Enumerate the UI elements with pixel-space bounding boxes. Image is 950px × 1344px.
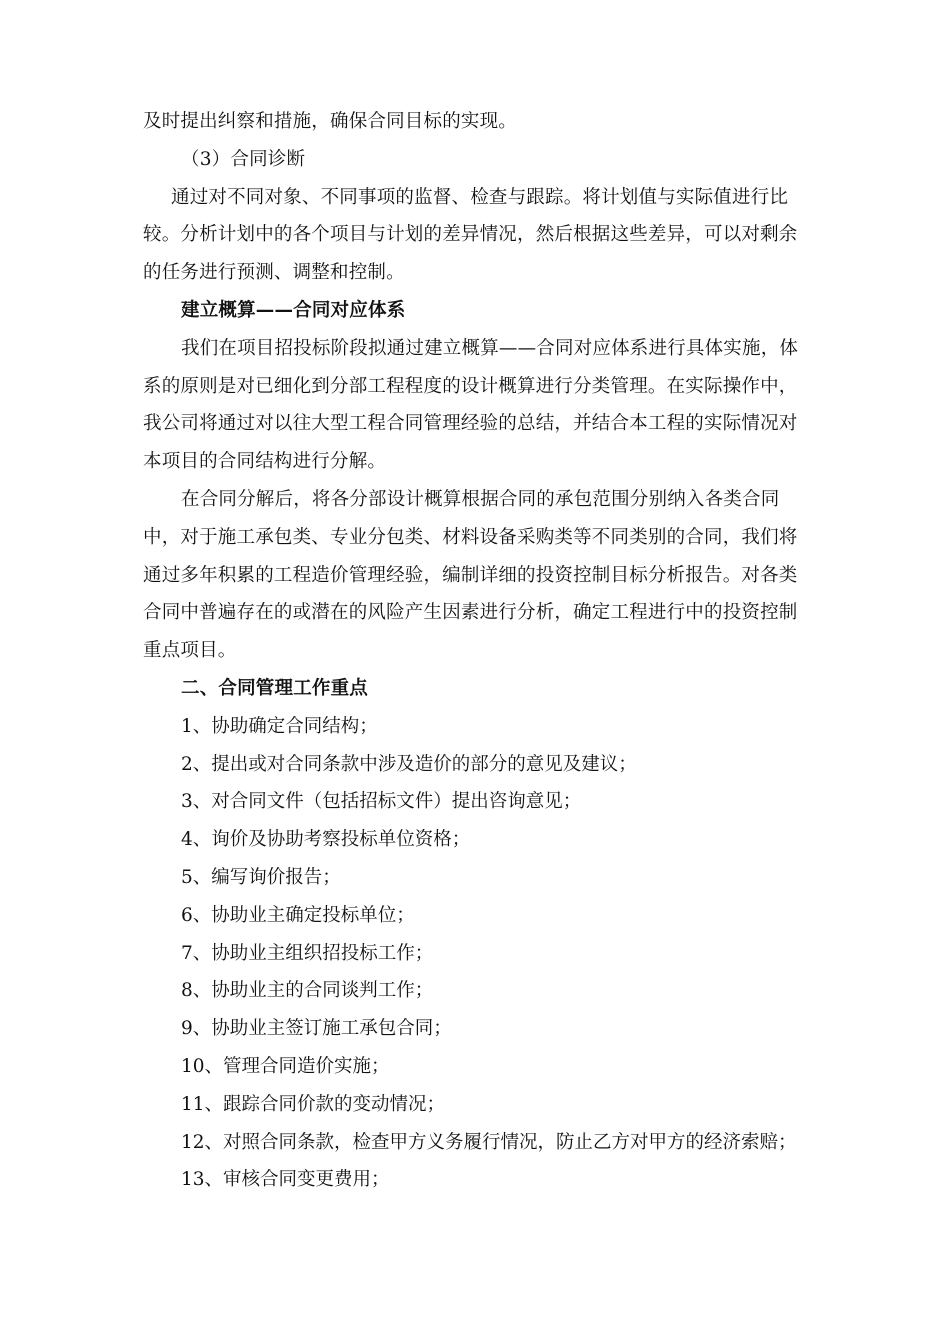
list-item: 10、管理合同造价实施； — [181, 1055, 390, 1077]
list-item: 9、协助业主签订施工承包合同； — [181, 1018, 452, 1040]
paragraph-budget-1: 我们在项目招投标阶段拟通过建立概算——合同对应体系进行具体实施，体系的原则是对已细化到分部工程程度的设计概算进行分类管理。在实际操作中，我公司将通过对以往大型工程合同管理经验的总结，并结合本工程的实际情况对本项目的合同结构进行分解。 — [143, 337, 799, 473]
list-item: 2、提出或对合同条款中涉及造价的部分的意见及建议； — [181, 753, 637, 775]
list-item: 11、跟踪合同价款的变动情况； — [181, 1093, 446, 1115]
key-points-list — [143, 708, 807, 1199]
paragraph-continuation: 及时提出纠察和措施，确保合同目标的实现。 — [143, 111, 518, 132]
subheading-contract-diagnosis: （3）合同诊断 — [181, 148, 306, 170]
list-item: 4、询价及协助考察投标单位资格； — [181, 829, 471, 851]
list-item: 6、协助业主确定投标单位； — [181, 904, 415, 926]
list-item: 3、对合同文件（包括招标文件）提出咨询意见； — [181, 791, 582, 813]
heading-section-2: 二、合同管理工作重点 — [181, 677, 369, 699]
list-item: 8、协助业主的合同谈判工作； — [181, 980, 434, 1002]
paragraph-budget-2: 在合同分解后，将各分部设计概算根据合同的承包范围分别纳入各类合同中，对于施工承包类、专业分包类、材料设备采购类等不同类别的合同，我们将通过多年积累的工程造价管理经验，编制详细的投资控制目标分析报告。对各类合同中普遍存在的或潜在的风险产生因素进行分析，确定工程进行中的投资控制重点项目。 — [143, 488, 798, 662]
paragraph-diagnosis: 通过对不同对象、不同事项的监督、检查与跟踪。将计划值与实际值进行比较。分析计划中的各个项目与计划的差异情况，然后根据这些差异，可以对剩余的任务进行预测、调整和控制。 — [143, 186, 798, 284]
document-page — [143, 103, 807, 1199]
heading-budget-system: 建立概算——合同对应体系 — [181, 299, 406, 321]
list-item: 1、协助确定合同结构； — [181, 715, 378, 737]
list-item: 12、对照合同条款，检查甲方义务履行情况，防止乙方对甲方的经济索赔； — [181, 1131, 797, 1153]
list-item: 13、审核合同变更费用； — [181, 1169, 390, 1191]
list-item: 5、编写询价报告； — [181, 866, 341, 888]
list-item: 7、协助业主组织招投标工作； — [181, 942, 434, 964]
